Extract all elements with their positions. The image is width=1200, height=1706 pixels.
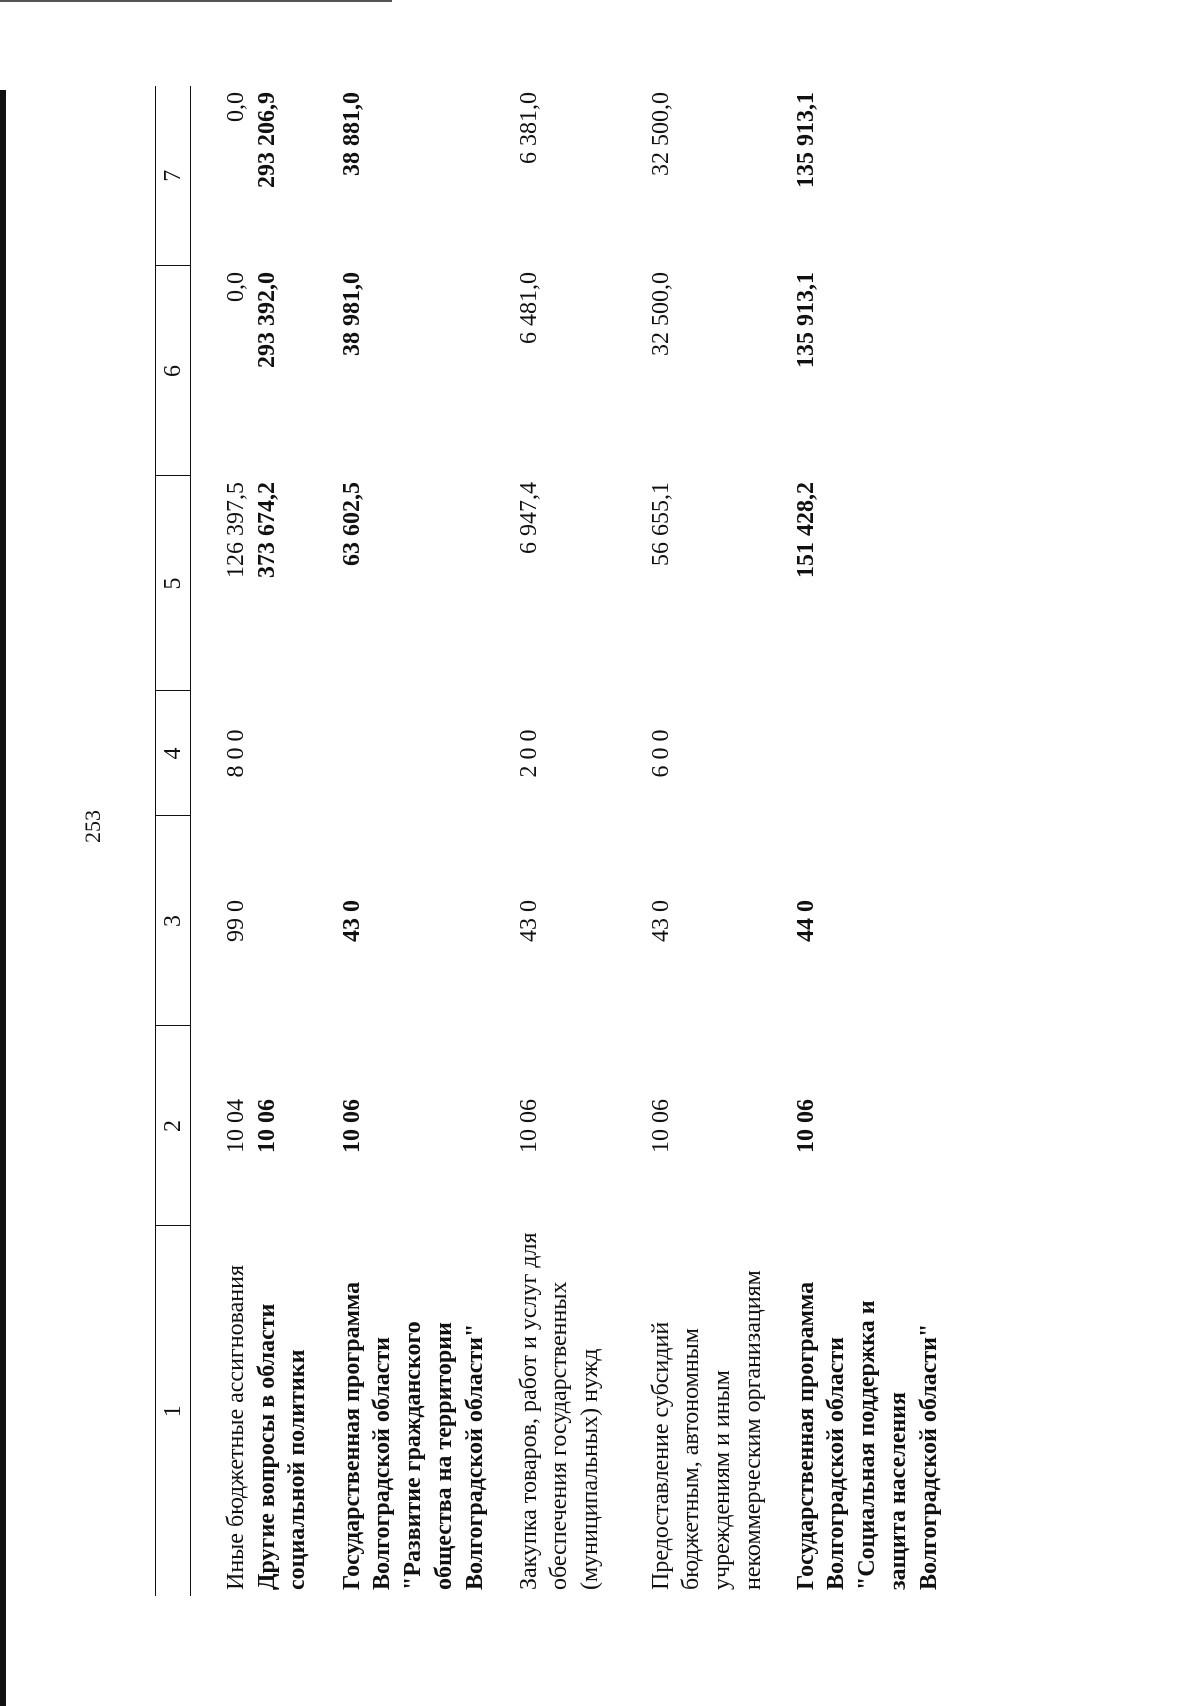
- column-header: 6: [156, 266, 191, 476]
- page-number: 253: [80, 810, 105, 843]
- value-cell-c3: 99 0: [223, 900, 249, 942]
- table-row: [252, 86, 337, 1596]
- value-cell-c6: 0,0: [223, 272, 249, 302]
- value-cell-c2: 10 06: [338, 1099, 365, 1153]
- row-name-cell: Предоставление субсидий бюджетным, автономным учреждениям и иным некоммерческим организациям: [647, 1270, 766, 1590]
- value-cell-c3: 43 0: [338, 900, 365, 942]
- value-cell-c5: 63 602,5: [338, 482, 365, 566]
- row-name-cell: Иные бюджетные ассигнования: [223, 1265, 249, 1590]
- value-cell-c2: 10 04: [223, 1099, 249, 1153]
- value-cell-c7: 38 881,0: [338, 92, 365, 176]
- value-cell-c3: 43 0: [647, 900, 674, 942]
- value-cell-c6: 293 392,0: [253, 272, 280, 368]
- table-row: [646, 86, 791, 1596]
- header-row: [156, 86, 191, 1596]
- table-row: [191, 86, 252, 1596]
- value-cell-c4: [337, 691, 514, 816]
- value-cell-c4: [791, 691, 961, 816]
- value-cell-c6: 38 981,0: [338, 272, 365, 356]
- value-cell-c4: [252, 691, 337, 816]
- value-cell-c3: [252, 816, 337, 1026]
- value-cell-c3: 43 0: [515, 900, 542, 942]
- table-row: [791, 86, 961, 1596]
- column-header: 4: [156, 691, 191, 816]
- column-header: 1: [156, 1226, 191, 1596]
- value-cell-c2: 10 06: [253, 1099, 280, 1153]
- value-cell-c5: 126 397,5: [223, 482, 249, 578]
- row-name-cell: Закупка товаров, работ и услуг для обеспечения государственных (муниципальных) нужд: [515, 1232, 604, 1590]
- value-cell-c7: 135 913,1: [792, 92, 819, 188]
- value-cell-c7: 0,0: [223, 92, 249, 122]
- row-name-cell: Государственная программа Волгоградской области "Социальная поддержка и защита населения Волгоградской области": [792, 1281, 942, 1590]
- value-cell-c4: 8 0 0: [223, 729, 249, 778]
- value-cell-c2: 10 06: [515, 1099, 542, 1153]
- value-cell-c5: 56 655,1: [647, 482, 674, 566]
- value-cell-c2: 10 06: [647, 1099, 674, 1153]
- table-row: [337, 86, 514, 1596]
- value-cell-c5: 373 674,2: [253, 482, 280, 578]
- column-header: 7: [156, 86, 191, 266]
- value-cell-c6: 6 481,0: [515, 272, 542, 344]
- row-name-cell: Другие вопросы в области социальной политики: [253, 1303, 311, 1590]
- value-cell-c7: 32 500,0: [647, 92, 674, 176]
- value-cell-c4: 6 0 0: [647, 729, 674, 778]
- value-cell-c5: 6 947,4: [515, 482, 542, 554]
- column-header: 3: [156, 816, 191, 1026]
- value-cell-c6: 135 913,1: [792, 272, 819, 368]
- value-cell-c2: 10 06: [792, 1099, 819, 1153]
- column-header: 5: [156, 476, 191, 691]
- value-cell-c6: 32 500,0: [647, 272, 674, 356]
- column-header: 2: [156, 1026, 191, 1226]
- value-cell-c5: 151 428,2: [792, 482, 819, 578]
- value-cell-c3: 44 0: [792, 900, 819, 942]
- budget-table: [155, 86, 961, 1596]
- row-name-cell: Государственная программа Волгоградской области "Развитие гражданского общества на территории Волгоградской области": [338, 1281, 488, 1590]
- value-cell-c7: 293 206,9: [253, 92, 280, 188]
- value-cell-c7: 6 381,0: [515, 92, 542, 164]
- table-row: [514, 86, 646, 1596]
- value-cell-c4: 2 0 0: [515, 729, 542, 778]
